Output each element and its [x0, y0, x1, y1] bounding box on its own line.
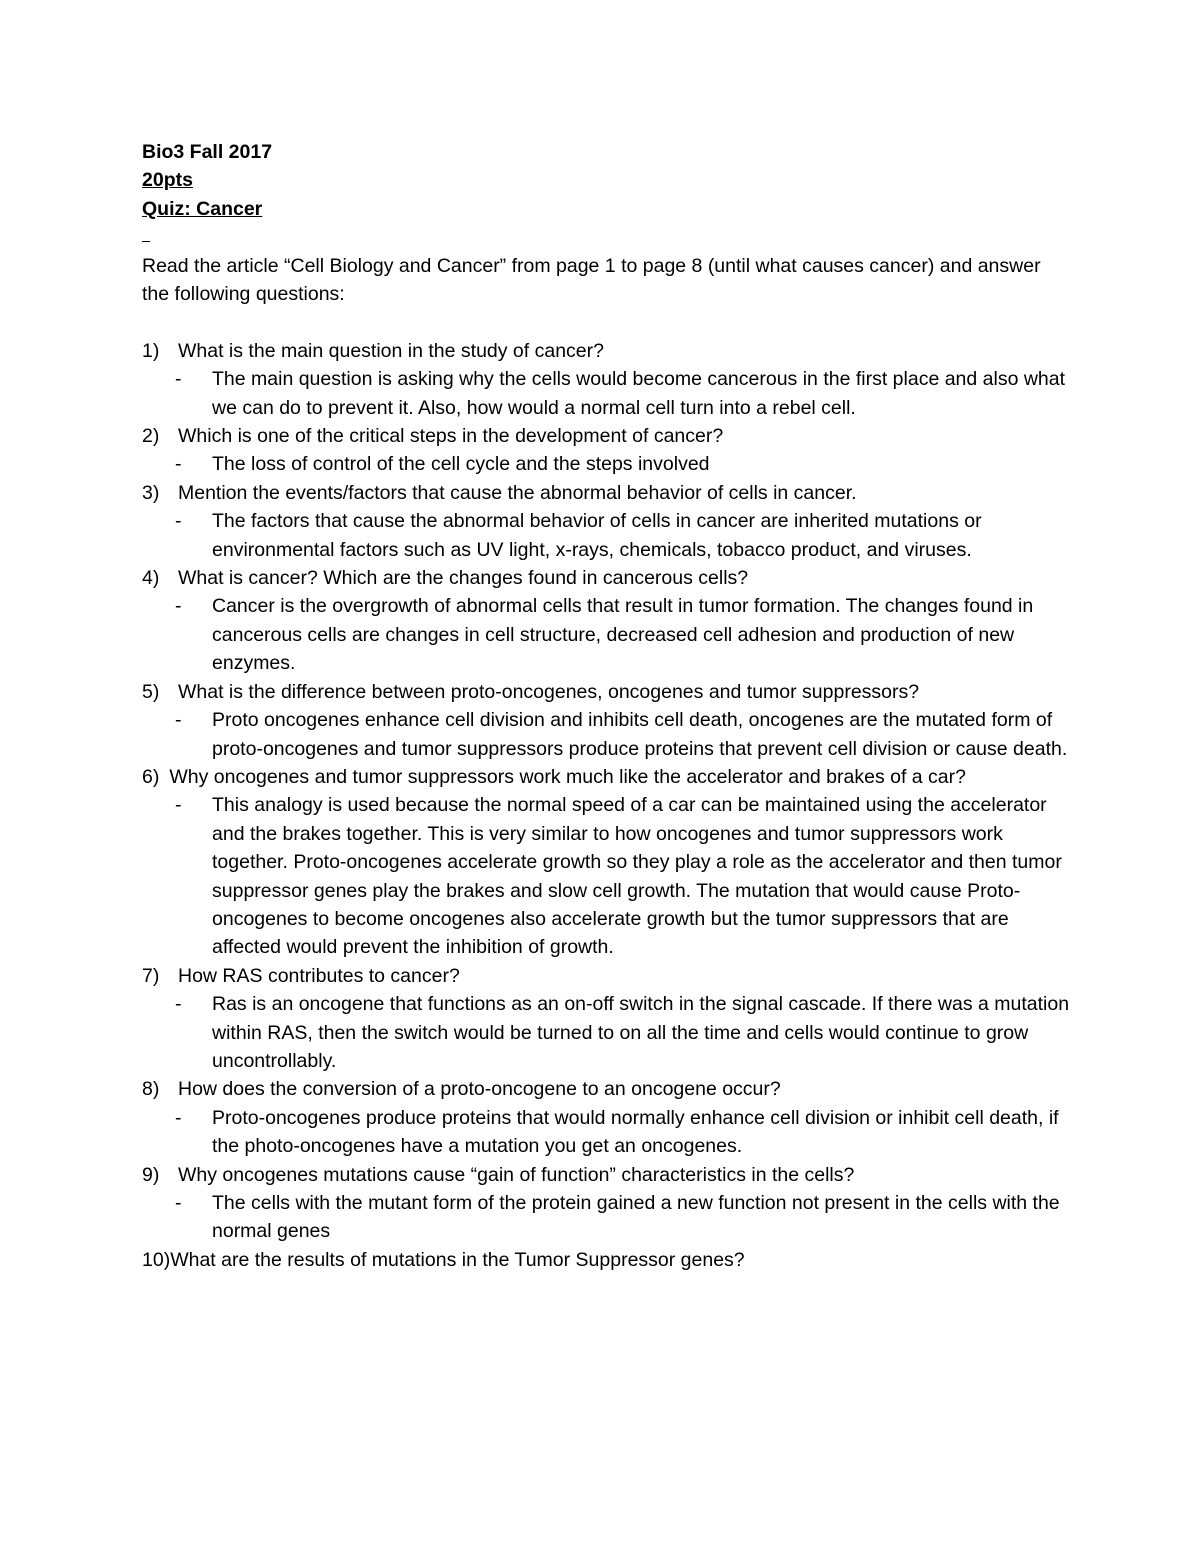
answer-dash: - [175, 453, 182, 476]
answer-text: Proto-oncogenes produce proteins that would normally enhance cell division or inhibit cell death, if the photo-oncogenes have a mutation you get an oncogenes. [212, 1106, 1059, 1158]
answer-dash: - [175, 709, 182, 732]
question-2 [142, 422, 1072, 450]
answer-text: Proto oncogenes enhance cell division and inhibits cell death, oncogenes are the mutated form of proto-oncogenes and tumor suppressors produce proteins that prevent cell division or cause death. [212, 709, 1068, 760]
answer-text: The cells with the mutant form of the protein gained a new function not present in the cells with the normal genes [212, 1192, 1060, 1243]
question-3 [142, 479, 1072, 507]
question-text: Which is one of the critical steps in the development of cancer? [178, 425, 724, 448]
quiz-title: Quiz: Cancer [142, 197, 263, 220]
blank-line [142, 223, 1072, 251]
question-8 [142, 1075, 1072, 1103]
answer-3 [142, 507, 1072, 564]
answer-text: The factors that cause the abnormal behavior of cells in cancer are inherited mutations or environmental factors such as UV light, x-rays, chemicals, tobacco product, and viruses. [212, 510, 982, 561]
answer-text: The loss of control of the cell cycle and the steps involved [212, 453, 710, 476]
answer-dash: - [175, 595, 182, 618]
question-number: 9) [142, 1163, 160, 1186]
answer-7 [142, 990, 1072, 1075]
answer-2 [142, 450, 1072, 478]
question-number: 3) [142, 481, 160, 504]
question-text: What is the difference between proto-oncogenes, oncogenes and tumor suppressors? [178, 680, 920, 703]
question-text: Why oncogenes mutations cause “gain of function” characteristics in the cells? [178, 1163, 855, 1186]
question-number: 10) [142, 1248, 171, 1271]
answer-text: The main question is asking why the cells would become cancerous in the first place and also what we can do to prevent it. Also, how would a normal cell turn into a rebel cell. [212, 368, 1066, 419]
question-text: What is cancer? Which are the changes found in cancerous cells? [178, 567, 749, 590]
question-number: 8) [142, 1078, 160, 1101]
answer-5 [142, 706, 1072, 763]
question-text: Why oncogenes and tumor suppressors work much like the accelerator and brakes of a car? [169, 765, 966, 788]
answer-dash: - [175, 1106, 182, 1129]
question-7 [142, 962, 1072, 990]
question-number: 6) [142, 765, 160, 788]
question-4 [142, 564, 1072, 592]
question-5 [142, 678, 1072, 706]
question-number: 7) [142, 964, 160, 987]
answer-dash: - [175, 794, 182, 817]
answer-8 [142, 1104, 1072, 1161]
answer-text: Ras is an oncogene that functions as an on-off switch in the signal cascade. If there was a mutation within RAS, then the switch would be turned to on all the time and cells would continue to grow uncontrollably. [212, 993, 1070, 1072]
points-label: 20pts [142, 169, 193, 192]
answer-text: Cancer is the overgrowth of abnormal cells that result in tumor formation. The changes found in cancerous cells are changes in cell structure, decreased cell adhesion and production of new enzymes. [212, 595, 1034, 675]
question-number: 2) [142, 425, 160, 448]
document-page [142, 138, 1072, 1274]
question-number: 4) [142, 567, 160, 590]
intro-instructions: Read the article “Cell Biology and Cancer” from page 1 to page 8 (until what causes cancer) and answer the following questions: [142, 254, 1041, 306]
question-text: What are the results of mutations in the Tumor Suppressor genes? [170, 1248, 745, 1271]
question-text: How RAS contributes to cancer? [178, 964, 460, 987]
answer-dash: - [175, 368, 182, 391]
question-number: 1) [142, 339, 160, 362]
question-text: How does the conversion of a proto-oncogene to an oncogene occur? [178, 1078, 781, 1101]
answer-1 [142, 365, 1072, 422]
course-title: Bio3 Fall 2017 [142, 141, 273, 163]
question-text: What is the main question in the study of cancer? [178, 339, 604, 362]
underscore-mark [142, 241, 150, 242]
question-6 [142, 763, 1072, 791]
answer-6 [142, 791, 1072, 961]
question-text: Mention the events/factors that cause the abnormal behavior of cells in cancer. [178, 481, 857, 504]
answer-dash: - [175, 1192, 182, 1214]
answer-dash: - [175, 510, 182, 533]
question-1 [142, 337, 1072, 365]
spacer [142, 308, 1072, 336]
question-9 [142, 1161, 1072, 1189]
question-10 [142, 1246, 1072, 1274]
question-number: 5) [142, 680, 160, 703]
answer-9 [142, 1189, 1072, 1246]
answer-4 [142, 592, 1072, 677]
answer-text: This analogy is used because the normal speed of a car can be maintained using the accelerator and the brakes together. This is very similar to how oncogenes and tumor suppressors work together. Proto-oncogenes accelerate growth so they play a role as the accelerator and then tumor suppressor genes play the brakes and slow cell growth. The mutation that would cause Proto-oncogenes to become oncogenes also accelerate growth but the tumor suppressors that are affected would prevent the inhibition of growth. [212, 794, 1062, 959]
answer-dash: - [175, 993, 182, 1016]
